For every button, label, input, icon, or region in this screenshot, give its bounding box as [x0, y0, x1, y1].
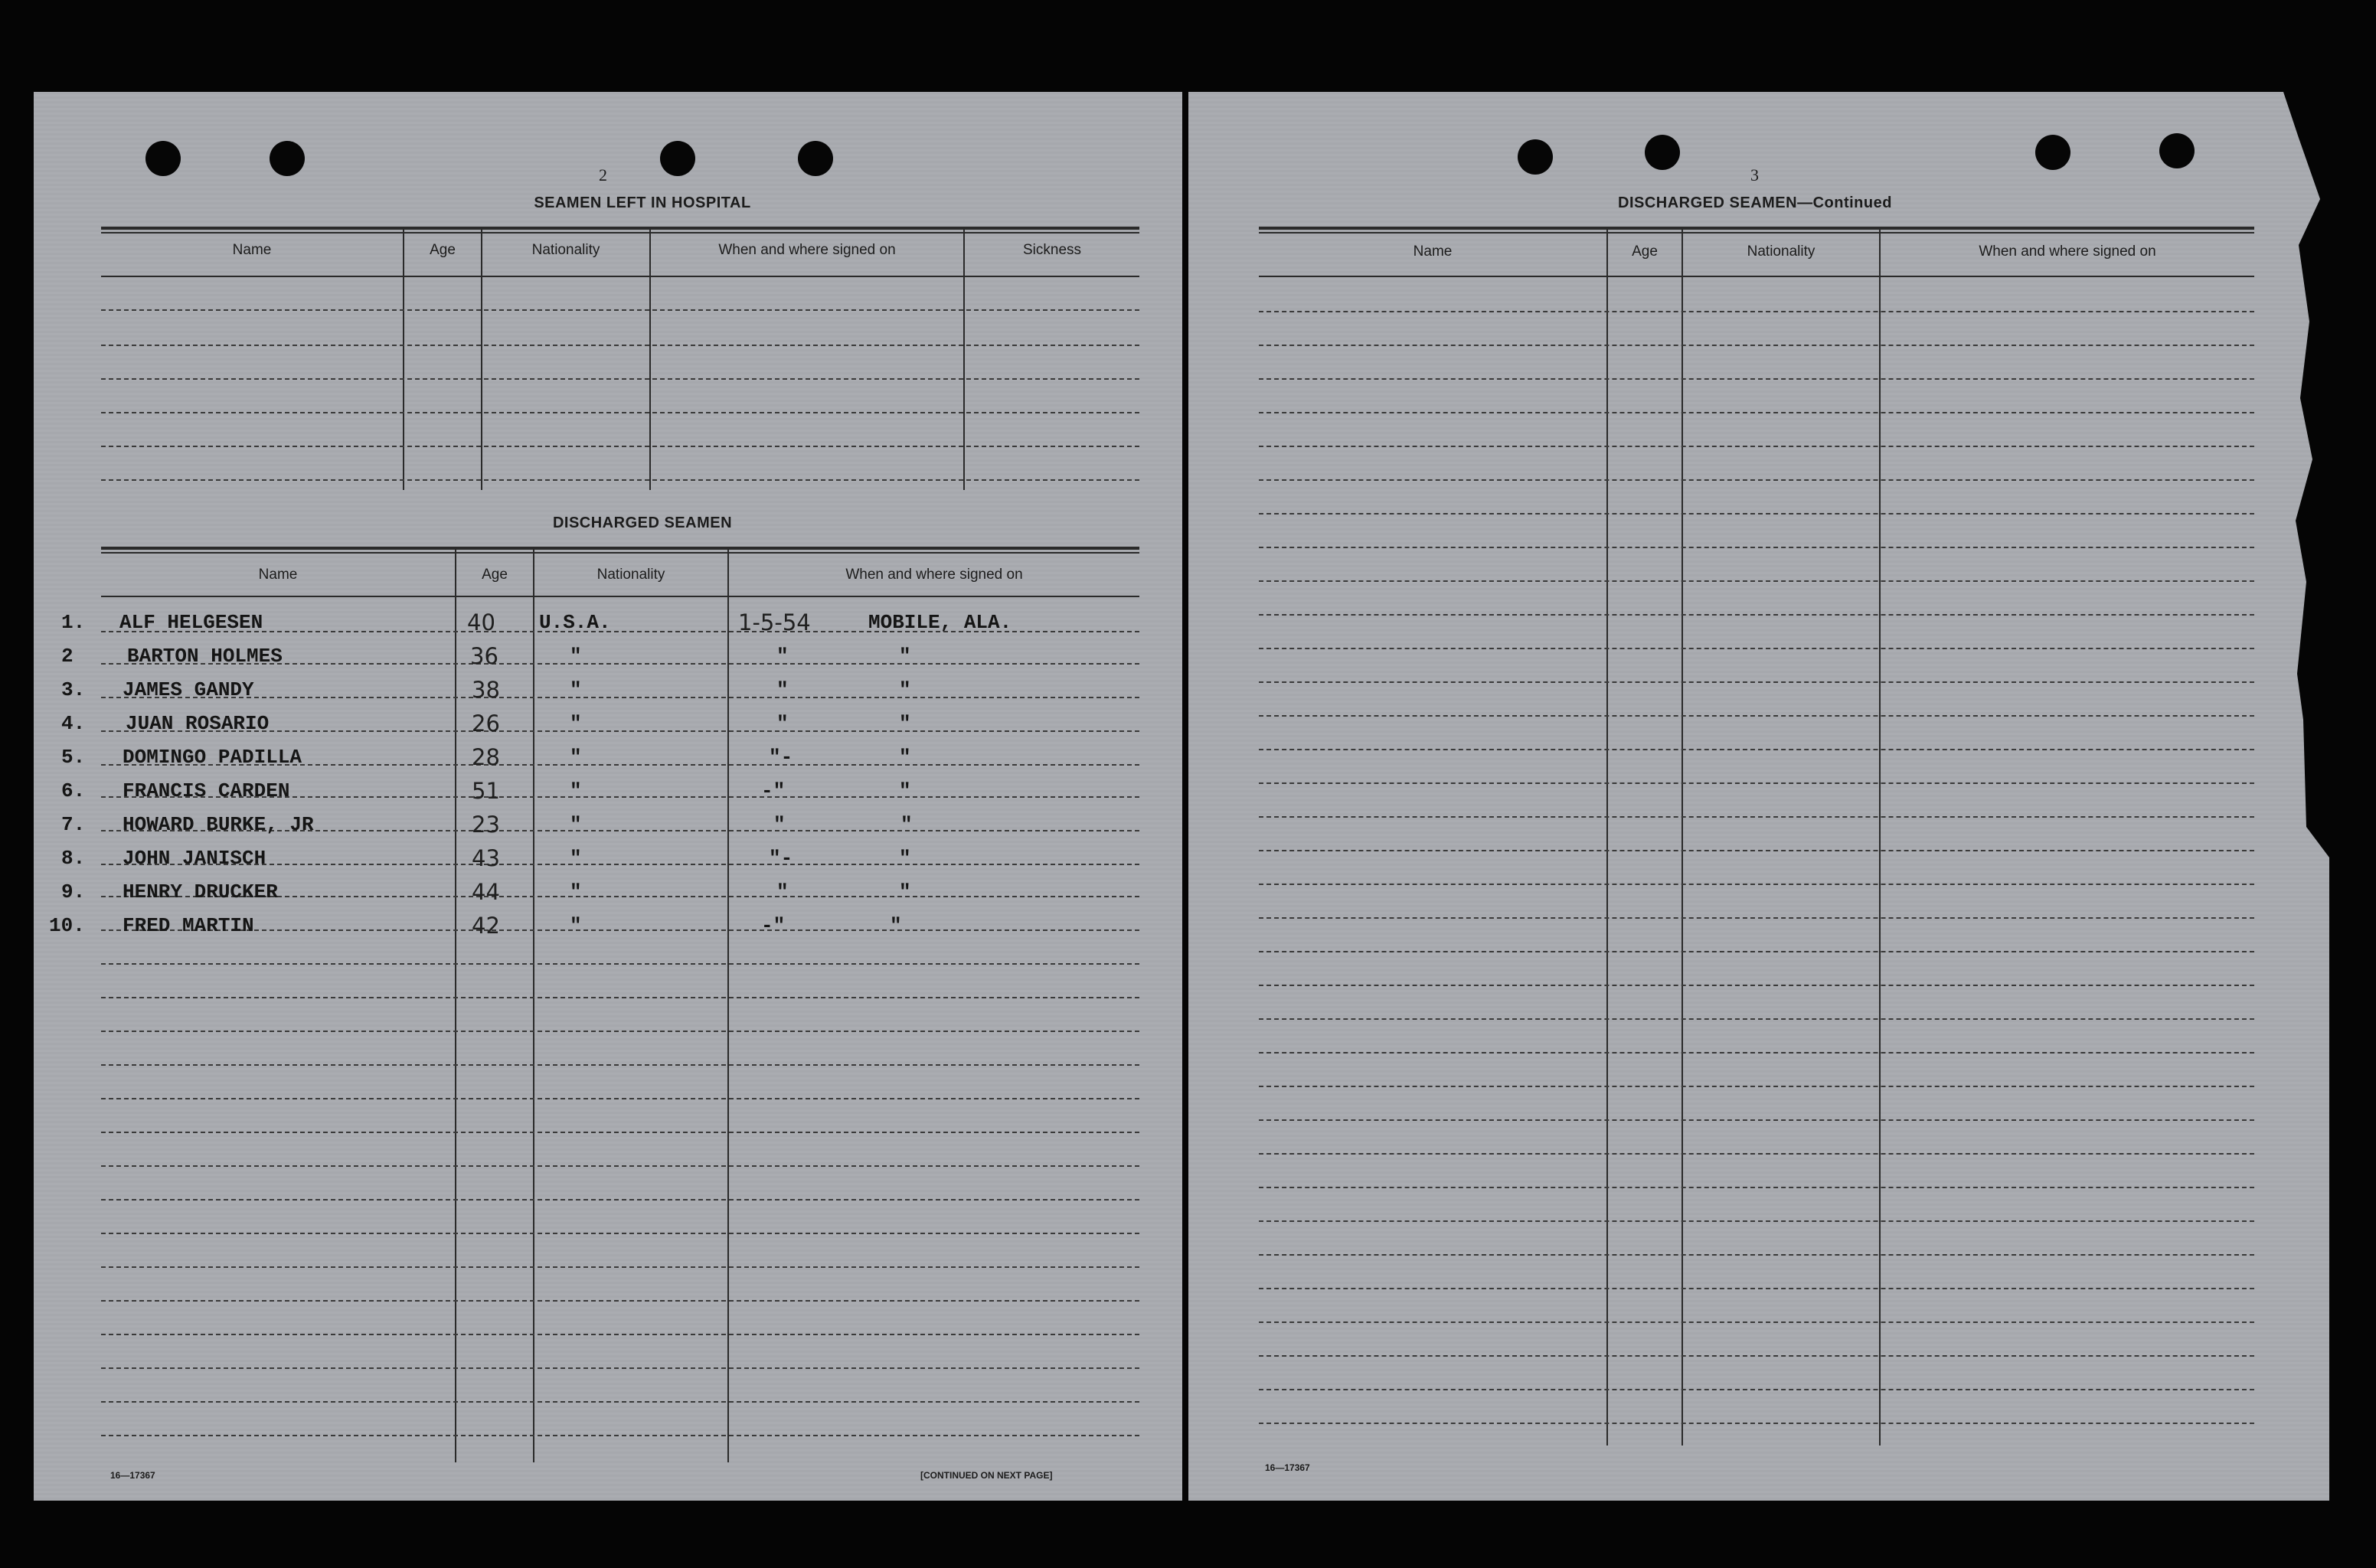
- left-page: [34, 92, 1182, 1501]
- seaman-nationality: ": [570, 847, 582, 870]
- signed-on-date: 1-5-54: [738, 609, 811, 635]
- row-number: 3.: [61, 678, 86, 701]
- seaman-name: FRED MARTIN: [123, 914, 254, 937]
- row-number: 5.: [61, 746, 86, 769]
- seaman-nationality: ": [570, 880, 582, 903]
- signed-on-place: ": [890, 914, 902, 937]
- hospital-table: [101, 227, 1139, 490]
- signed-on-date: -": [761, 914, 786, 937]
- seaman-age: 38: [472, 677, 500, 703]
- column-header-nationality: Nationality: [596, 567, 665, 583]
- seaman-name: JUAN ROSARIO: [126, 712, 270, 735]
- row-number: 1.: [61, 611, 86, 634]
- punch-hole: [1518, 139, 1553, 175]
- signed-on-place: MOBILE, ALA.: [868, 611, 1012, 634]
- punch-hole: [798, 141, 833, 176]
- signed-on-date: ": [776, 880, 789, 903]
- row-number: 8.: [61, 847, 86, 870]
- row-number: 2: [61, 645, 74, 668]
- seaman-age: 43: [472, 845, 500, 871]
- seaman-age: 36: [470, 643, 498, 669]
- seaman-nationality: ": [570, 678, 582, 701]
- torn-edge: [2253, 92, 2329, 858]
- column-header-name: Name: [258, 567, 298, 583]
- signed-on-place: ": [899, 880, 911, 903]
- right-page: [1188, 92, 2329, 1501]
- continued-note: [CONTINUED ON NEXT PAGE]: [920, 1470, 1053, 1481]
- column-header-age: Age: [1632, 243, 1658, 260]
- seaman-name: JOHN JANISCH: [123, 847, 266, 870]
- row-number: 4.: [61, 712, 86, 735]
- seaman-age: 42: [472, 913, 500, 939]
- seaman-age: 28: [472, 744, 500, 770]
- discharged-section-title: DISCHARGED SEAMEN: [552, 514, 733, 531]
- row-number: 9.: [61, 880, 86, 903]
- column-header-age: Age: [430, 242, 456, 258]
- seaman-name: HOWARD BURKE, JR: [123, 813, 314, 836]
- seaman-name: DOMINGO PADILLA: [123, 746, 302, 769]
- signed-on-place: ": [899, 779, 911, 802]
- signed-on-date: "-: [769, 847, 793, 870]
- seaman-nationality: ": [570, 813, 582, 836]
- column-header-nationality: Nationality: [531, 242, 600, 258]
- seaman-name: HENRY DRUCKER: [123, 880, 278, 903]
- signed-on-date: ": [776, 678, 789, 701]
- punch-hole: [145, 141, 181, 176]
- column-header-name: Name: [232, 242, 272, 258]
- hospital-section-title: SEAMEN LEFT IN HOSPITAL: [534, 194, 751, 211]
- form-number: 16—17367: [1265, 1462, 1310, 1473]
- signed-on-date: ": [776, 712, 789, 735]
- page-number: 3: [1750, 165, 1759, 185]
- column-header-signed-on: When and where signed on: [845, 567, 1023, 583]
- seaman-nationality: ": [570, 779, 582, 802]
- seaman-name: FRANCIS CARDEN: [123, 779, 290, 802]
- signed-on-place: ": [899, 746, 911, 769]
- punch-hole: [1645, 135, 1680, 170]
- seaman-nationality: ": [570, 746, 582, 769]
- row-number: 7.: [61, 813, 86, 836]
- page-number: 2: [599, 165, 607, 185]
- signed-on-place: ": [899, 645, 911, 668]
- signed-on-date: ": [773, 813, 786, 836]
- punch-hole: [2159, 133, 2195, 168]
- seaman-age: 23: [472, 812, 500, 838]
- column-header-signed-on: When and where signed on: [718, 242, 896, 258]
- column-header-nationality: Nationality: [1747, 243, 1815, 260]
- column-header-name: Name: [1413, 243, 1453, 260]
- row-number: 10.: [49, 914, 85, 937]
- signed-on-date: ": [776, 645, 789, 668]
- signed-on-place: ": [899, 712, 911, 735]
- signed-on-place: ": [899, 678, 911, 701]
- seaman-name: ALF HELGESEN: [119, 611, 263, 634]
- signed-on-date: -": [761, 779, 786, 802]
- page-title: DISCHARGED SEAMEN—Continued: [1618, 194, 1892, 211]
- punch-hole: [660, 141, 695, 176]
- form-number: 16—17367: [110, 1470, 155, 1481]
- seaman-age: 40: [467, 609, 495, 635]
- discharged-table: [101, 547, 1139, 1462]
- punch-hole: [270, 141, 305, 176]
- seaman-age: 44: [472, 879, 500, 905]
- row-number: 6.: [61, 779, 86, 802]
- seaman-nationality: ": [570, 645, 582, 668]
- column-header-sickness: Sickness: [1022, 242, 1082, 258]
- column-header-signed-on: When and where signed on: [1979, 243, 2156, 260]
- column-header-age: Age: [482, 567, 508, 583]
- seaman-name: BARTON HOLMES: [127, 645, 283, 668]
- seaman-nationality: U.S.A.: [539, 611, 611, 634]
- discharged-continued-table: [1259, 227, 2254, 1446]
- signed-on-place: ": [900, 813, 913, 836]
- seaman-nationality: ": [570, 712, 582, 735]
- signed-on-date: "-: [769, 746, 793, 769]
- seaman-age: 51: [472, 778, 500, 804]
- seaman-name: JAMES GANDY: [123, 678, 254, 701]
- signed-on-place: ": [899, 847, 911, 870]
- seaman-nationality: ": [570, 914, 582, 937]
- seaman-age: 26: [472, 710, 500, 737]
- punch-hole: [2035, 135, 2070, 170]
